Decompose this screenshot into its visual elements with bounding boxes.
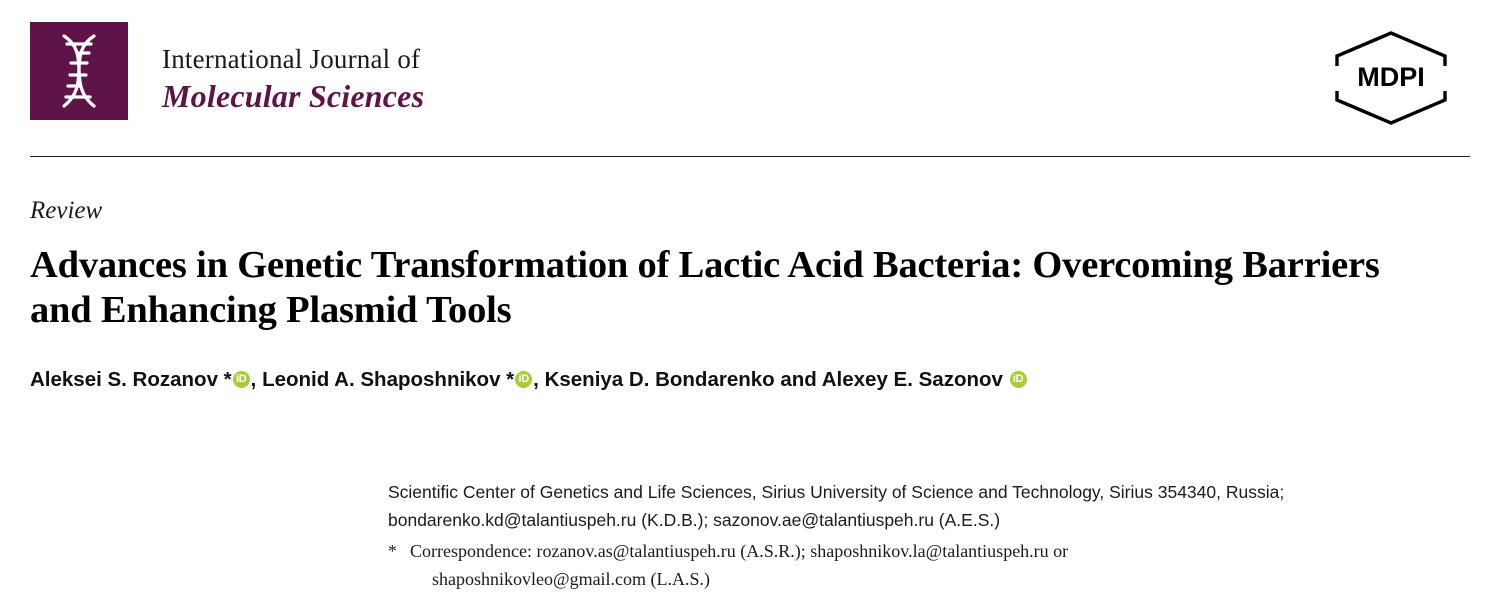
header-divider (30, 156, 1470, 157)
orcid-icon[interactable] (515, 371, 532, 388)
article-type: Review (30, 197, 103, 224)
affiliation-block (388, 478, 1478, 594)
mdpi-logo-icon (1332, 30, 1450, 126)
page-title: Advances in Genetic Transformation of Lactic Acid Bacteria: Overcoming Barriers and Enhancing Plasmid Tools (30, 244, 1380, 331)
author-name-3: , Kseniya D. Bondarenko and Alexey E. Sazonov (533, 368, 1003, 392)
journal-title (162, 22, 424, 115)
orcid-icon[interactable] (1010, 371, 1027, 388)
author-name-2: , Leonid A. Shaposhnikov * (250, 368, 515, 392)
author-name-1: Aleksei S. Rozanov * (30, 368, 232, 392)
journal-branding (30, 22, 424, 120)
author-list (30, 367, 1470, 394)
correspondence-line-2: shaposhnikovleo@gmail.com (L.A.S.) (432, 569, 711, 590)
correspondence-line-1: Correspondence: rozanov.as@talantiuspeh.ru (A.S.R.); shaposhnikov.la@talantiuspeh.ru or (410, 540, 1069, 561)
correspondence-marker: * (388, 540, 397, 561)
orcid-icon[interactable] (233, 371, 250, 388)
journal-title-line-2: Molecular Sciences (162, 78, 425, 115)
affiliation-line-2: bondarenko.kd@talantiuspeh.ru (K.D.B.); sazonov.ae@talantiuspeh.ru (A.E.S.) (388, 510, 1001, 531)
dna-helix-icon (30, 22, 128, 120)
correspondence-text (410, 537, 1068, 594)
mdpi-logo-text: MDPI (1357, 62, 1425, 92)
journal-title-line-1: International Journal of (162, 44, 421, 74)
article-header (0, 197, 1500, 394)
affiliation-line-1: Scientific Center of Genetics and Life Sciences, Sirius University of Science and Technology, Sirius 354340, Russia; (388, 482, 1285, 502)
correspondence (388, 537, 1478, 594)
masthead (0, 0, 1500, 130)
